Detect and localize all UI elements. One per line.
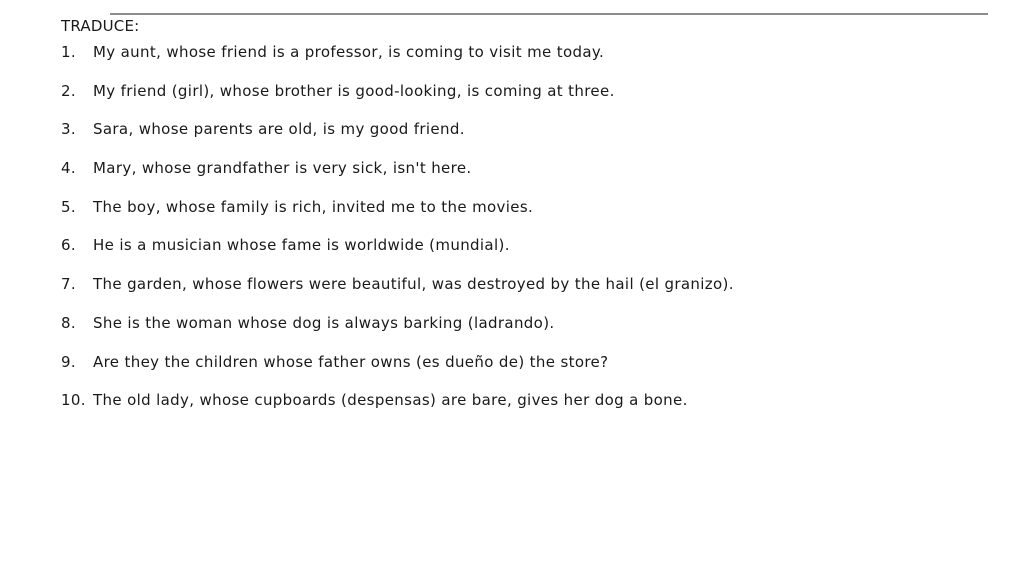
list-item bbox=[61, 351, 734, 390]
document-heading: TRADUCE: bbox=[61, 17, 140, 35]
item-text: She is the woman whose dog is always barking (ladrando). bbox=[93, 313, 555, 332]
item-number: 7. bbox=[61, 275, 77, 294]
exercise-list bbox=[61, 41, 734, 428]
item-text: My friend (girl), whose brother is good-looking, is coming at three. bbox=[93, 81, 615, 100]
item-number: 5. bbox=[61, 197, 77, 216]
item-text: The boy, whose family is rich, invited me to the movies. bbox=[93, 197, 534, 216]
item-number: 2. bbox=[61, 81, 77, 100]
item-text: He is a musician whose fame is worldwide (mundial). bbox=[93, 236, 510, 255]
item-number: 9. bbox=[61, 352, 77, 371]
item-number: 4. bbox=[61, 159, 77, 178]
item-text: The garden, whose flowers were beautiful, was destroyed by the hail (el granizo). bbox=[93, 275, 734, 294]
item-number: 3. bbox=[61, 120, 77, 139]
list-item bbox=[61, 389, 734, 428]
item-number: 6. bbox=[61, 236, 77, 255]
list-item bbox=[61, 196, 734, 235]
item-number: 1. bbox=[61, 43, 77, 61]
item-text: Mary, whose grandfather is very sick, isn't here. bbox=[93, 159, 472, 178]
item-number: 8. bbox=[61, 313, 77, 332]
list-item bbox=[61, 273, 734, 312]
item-text: The old lady, whose cupboards (despensas) are bare, gives her dog a bone. bbox=[93, 391, 688, 410]
item-text: Sara, whose parents are old, is my good friend. bbox=[93, 120, 465, 139]
list-item bbox=[61, 312, 734, 351]
list-item bbox=[61, 157, 734, 196]
list-item bbox=[61, 234, 734, 273]
list-item bbox=[61, 80, 734, 119]
item-text: My aunt, whose friend is a professor, is coming to visit me today. bbox=[93, 43, 605, 61]
item-text: Are they the children whose father owns (es dueño de) the store? bbox=[93, 352, 609, 371]
list-item bbox=[61, 41, 734, 80]
item-number: 10. bbox=[61, 391, 86, 410]
top-divider-line bbox=[110, 13, 988, 15]
list-item bbox=[61, 118, 734, 157]
